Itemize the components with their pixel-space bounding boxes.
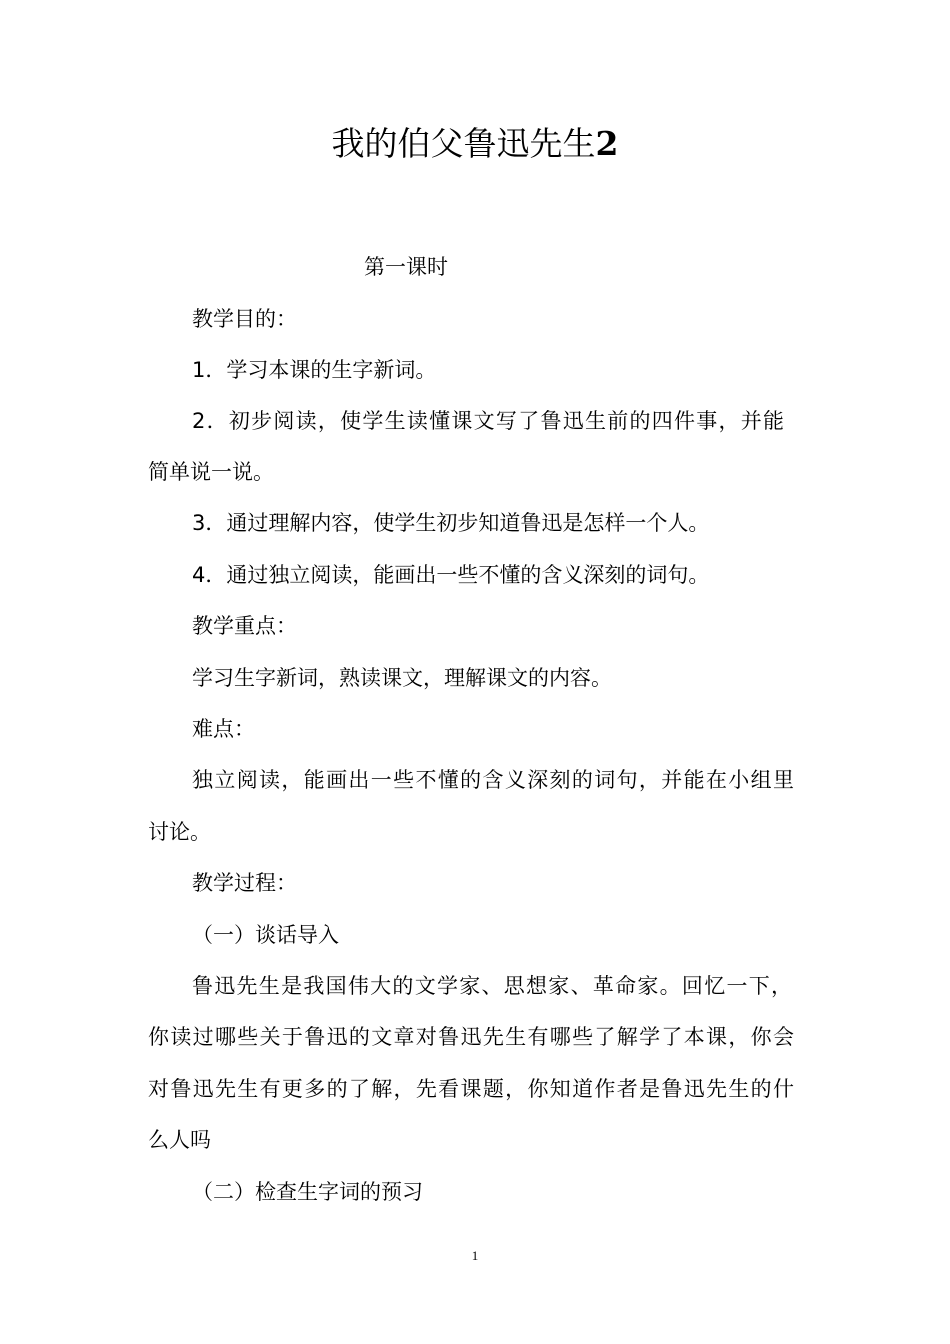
section-1-heading: （一）谈话导入 [192,923,339,947]
intro-line-3: 对鲁迅先生有更多的了解，先看课题，你知道作者是鲁迅先生的什 [148,1077,794,1101]
intro-line-1: 鲁迅先生是我国伟大的文学家、思想家、革命家。回忆一下， [192,974,792,998]
difficulty-line-2: 讨论。 [148,820,211,844]
section-2-heading: （二）检查生字词的预习 [192,1180,423,1204]
objective-2-line-2: 简单说一说。 [148,460,274,484]
document-title [0,122,950,166]
page-number: 1 [471,1248,479,1263]
objective-3: 3．通过理解内容，使学生初步知道鲁迅是怎样一个人。 [192,511,710,535]
title-number: 2 [595,124,619,163]
title-text: 我的伯父鲁迅先生 [331,124,596,163]
process-heading: 教学过程： [192,871,297,895]
objectives-heading: 教学目的： [192,307,297,331]
objective-4: 4．通过独立阅读，能画出一些不懂的含义深刻的词句。 [192,563,710,587]
intro-line-4: 么人吗 [148,1128,211,1152]
difficulty-line-1: 独立阅读，能画出一些不懂的含义深刻的词句，并能在小组里 [192,768,794,792]
key-points-heading: 教学重点： [192,614,297,638]
objective-2-line-1: 2．初步阅读，使学生读懂课文写了鲁迅生前的四件事，并能 [192,409,784,433]
intro-line-2: 你读过哪些关于鲁迅的文章对鲁迅先生有哪些了解学了本课，你会 [148,1025,794,1049]
difficulty-heading: 难点： [192,717,255,741]
lesson-label: 第一课时 [364,255,448,279]
objective-1: 1．学习本课的生字新词。 [192,358,437,382]
key-points-text: 学习生字新词，熟读课文，理解课文的内容。 [192,666,612,690]
